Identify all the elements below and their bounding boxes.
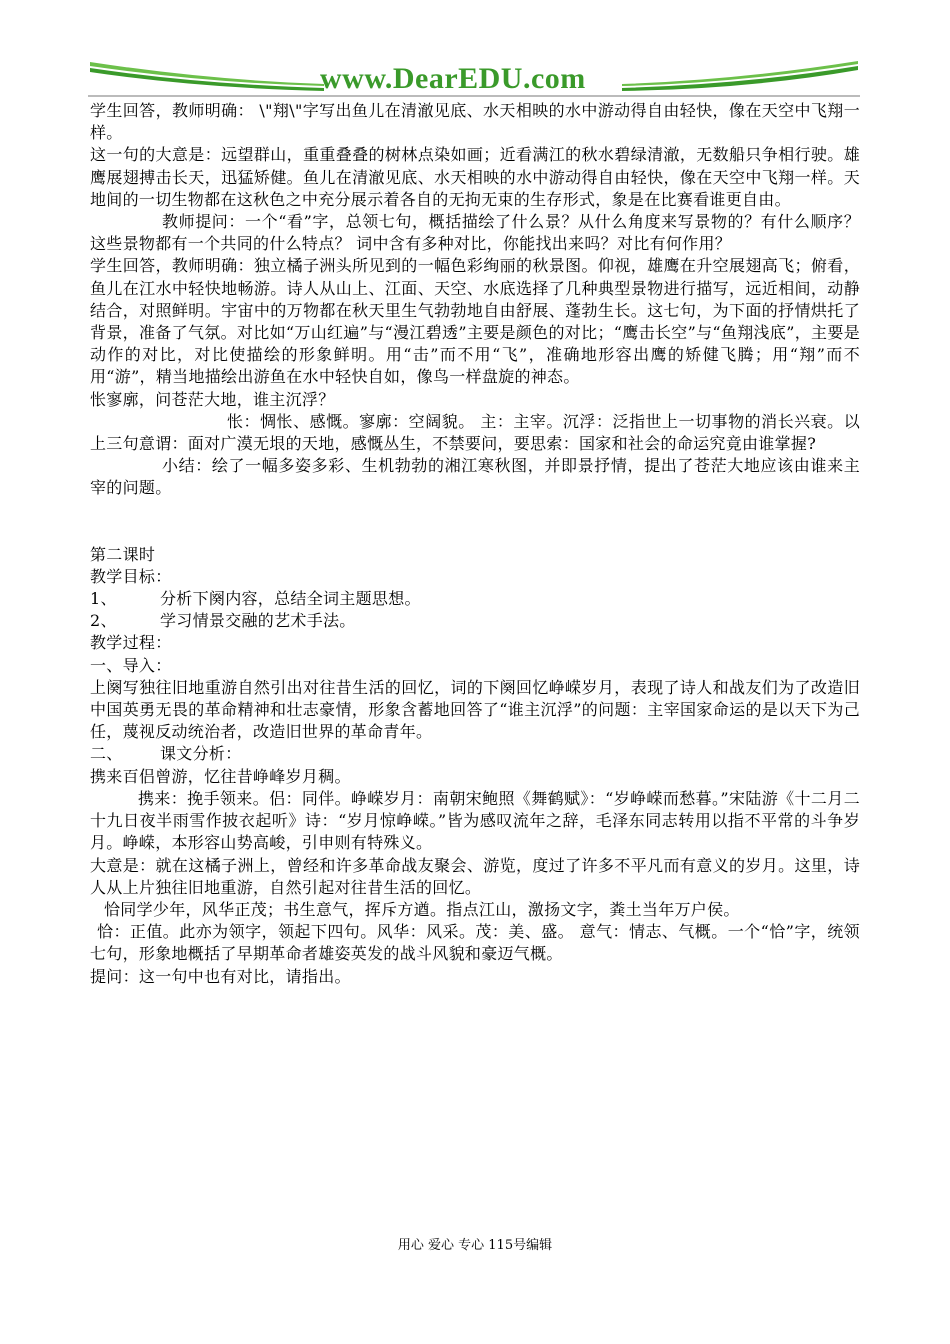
paragraph: 恰同学少年，风华正茂；书生意气，挥斥方遒。指点江山，激扬文字，粪土当年万户侯。 [104, 899, 740, 919]
list-number: 2、 [90, 611, 117, 631]
paragraph: 携来百侣曾游，忆往昔峥峰岁月稠。 [90, 766, 351, 786]
paragraph: 一、导入： [90, 655, 172, 675]
paragraph: 恰：正值。此亦为领字，领起下四句。风华：风采。茂：美、盛。 意气：情志、气概。一个“恰”字，统领七句，形象地概括了早期革命者雄姿英发的战斗风貌和豪迈气概。 [90, 922, 860, 964]
paragraph: 怅寥廓，问苍茫大地，谁主沉浮？ [90, 389, 335, 409]
paragraph: 小结：绘了一幅多姿多彩、生机勃勃的湘江寒秋图，并即景抒情，提出了苍茫大地应该由谁来主宰的问题。 [90, 456, 860, 498]
list-number: 1、 [90, 589, 117, 609]
paragraph: 怅：惆怅、感慨。寥廓：空阔貌。 主：主宰。沉浮：泛指世上一切事物的消长兴衰。以上三句意谓：面对广漠无垠的天地，感慨丛生，不禁要问，要思索：国家和社会的命运究竟由谁掌握? [90, 411, 860, 454]
list-item [90, 743, 860, 765]
list-number: 二、 [90, 744, 123, 764]
spacer [90, 500, 860, 544]
document-body [90, 100, 860, 988]
site-header [88, 58, 860, 98]
list-item [90, 610, 860, 632]
paragraph: 教师提问：一个“看”字，总领七句，概括描绘了什么景？从什么角度来写景物的？有什么顺序？这些景物都有一个共同的什么特点？ 词中含有多种对比，你能找出来吗？对比有何作用？ [90, 212, 860, 254]
paragraph: 大意是：就在这橘子洲上，曾经和许多革命战友聚会、游览，度过了许多不平凡而有意义的岁月。这里，诗人从上片独往旧地重游，自然引起对往昔生活的回忆。 [90, 855, 860, 897]
paragraph: 教学目标： [90, 566, 172, 586]
paragraph: 提问：这一句中也有对比，请指出。 [90, 966, 351, 986]
site-logo[interactable]: www.DearEDU.com [320, 62, 586, 95]
list-item [90, 588, 860, 610]
paragraph: 教学过程： [90, 633, 172, 653]
paragraph: 上阕写独往旧地重游自然引出对往昔生活的回忆，词的下阕回忆峥嵘岁月，表现了诗人和战友们为了改造旧中国英勇无畏的革命精神和壮志豪情，形象含蓄地回答了“谁主沉浮”的问题：主宰国家命运的是以天下为己任，蔑视反动统治者，改造旧世界的革命青年。 [90, 677, 860, 742]
list-text: 分析下阕内容，总结全词主题思想。 [160, 589, 421, 609]
paragraph: 学生回答，教师明确： \"翔\"字写出鱼儿在清澈见底、水天相映的水中游动得自由轻快，像在天空中飞翔一样。 [90, 101, 860, 143]
paragraph: 携来：挽手领来。侣：同伴。峥嵘岁月：南朝宋鲍照《舞鹤赋》：“岁峥嵘而愁暮。”宋陆游《十二月二十九日夜半雨雪作披衣起听》诗：“岁月惊峥嵘。”皆为感叹流年之辞，毛泽东同志转用以指不平常的斗争岁月。峥嵘，本形容山势高峻，引申则有特殊义。 [90, 788, 860, 853]
paragraph: 这一句的大意是：远望群山，重重叠叠的树林点染如画；近看满江的秋水碧绿清澈，无数船只争相行驶。雄鹰展翅搏击长天，迅猛矫健。鱼儿在清澈见底、水天相映的水中游动得自由轻快，像在天空中飞翔一样。天地间的一切生物都在这秋色之中充分展示着各自的无拘无束的生存形式，象是在比赛看谁更自由。 [90, 145, 860, 209]
paragraph: 学生回答，教师明确：独立橘子洲头所见到的一幅色彩绚丽的秋景图。仰视，雄鹰在升空展翅高飞；俯看，鱼儿在江水中轻快地畅游。诗人从山上、江面、天空、水底选择了几种典型景物进行描写，远近相间，动静结合，对照鲜明。宇宙中的万物都在秋天里生气勃勃地自由舒展、蓬勃生长。这七句，为下面的抒情烘托了背景，准备了气氛。对比如“万山红遍”与“漫江碧透”主要是颜色的对比；“鹰击长空”与“鱼翔浅底”，主要是动作的对比，对比使描绘的形象鲜明。用“击”而不用“飞”，准确地形容出鹰的矫健飞腾；用“翔”而不用“游”，精当地描绘出游鱼在水中轻快自如，像鸟一样盘旋的神态。 [90, 256, 860, 387]
list-text: 学习情景交融的艺术手法。 [160, 611, 356, 631]
list-text: 课文分析： [160, 744, 242, 764]
section-heading: 第二课时 [90, 544, 156, 564]
page-footer: 用心 爱心 专心 115号编辑 [397, 1238, 553, 1253]
